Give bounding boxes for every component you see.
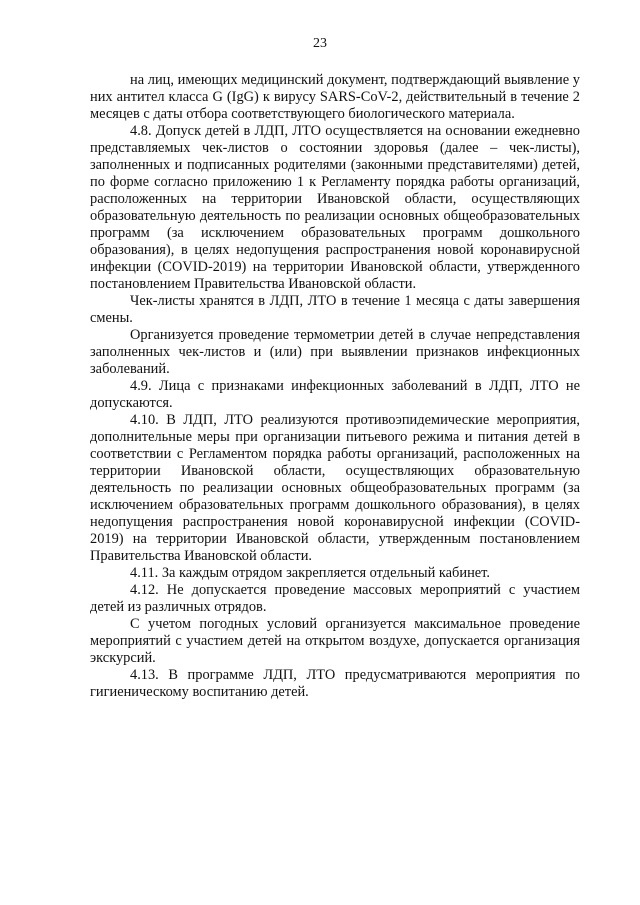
paragraph-thermometry: Организуется проведение термометрии детей в случае непредставления заполненных чек-листов и (или) при выявлении признаков инфекционных заболеваний.: [90, 327, 580, 377]
paragraph-4-13: 4.13. В программе ЛДП, ЛТО предусматриваются мероприятия по гигиеническому воспитанию детей.: [90, 667, 580, 700]
page-number: 23: [313, 36, 327, 51]
paragraph-4-10: 4.10. В ЛДП, ЛТО реализуются противоэпидемические мероприятия, дополнительные меры при организации питьевого режима и питания детей в соответствии с Регламентом порядка работы организаций, расположенных на территории Ивановской области, осуществляющих образовательную деятельность по реализации основных общеобразовательных программ (за исключением образовательных программ дошкольного образования), в целях недопущения распространения новой коронавирусной инфекции (COVID-2019) на территории Ивановской области, утвержденным постановлением Правительства Ивановской области.: [90, 412, 580, 564]
paragraph-4-12: 4.12. Не допускается проведение массовых мероприятий с участием детей из различных отрядов.: [90, 582, 580, 615]
paragraph-continuation: на лиц, имеющих медицинский документ, подтверждающий выявление у них антител класса G (IgG) к вирусу SARS-CoV-2, действительный в течение 2 месяцев с даты отбора соответствующего биологического материала.: [90, 72, 580, 122]
paragraph-checklists-storage: Чек-листы хранятся в ЛДП, ЛТО в течение 1 месяца с даты завершения смены.: [90, 293, 580, 326]
paragraph-4-8: 4.8. Допуск детей в ЛДП, ЛТО осуществляется на основании ежедневно представляемых чек-листов о состоянии здоровья (далее – чек-листы), заполненных и подписанных родителями (законными представителями) детей, по форме согласно приложению 1 к Регламенту порядка работы организаций, расположенных на территории Ивановской области, осуществляющих образовательную деятельность по реализации основных общеобразовательных программ (за исключением образовательных программ дошкольного образования), в целях недопущения распространения новой коронавирусной инфекции (COVID-2019) на территории Ивановской области, утвержденного постановлением Правительства Ивановской области.: [90, 123, 580, 292]
paragraph-4-11: 4.11. За каждым отрядом закрепляется отдельный кабинет.: [130, 565, 490, 581]
document-body: [90, 72, 580, 701]
paragraph-outdoor-activities: С учетом погодных условий организуется максимальное проведение мероприятий с участием детей на открытом воздухе, допускается организация экскурсий.: [90, 616, 580, 666]
paragraph-4-9: 4.9. Лица с признаками инфекционных заболеваний в ЛДП, ЛТО не допускаются.: [90, 378, 580, 411]
